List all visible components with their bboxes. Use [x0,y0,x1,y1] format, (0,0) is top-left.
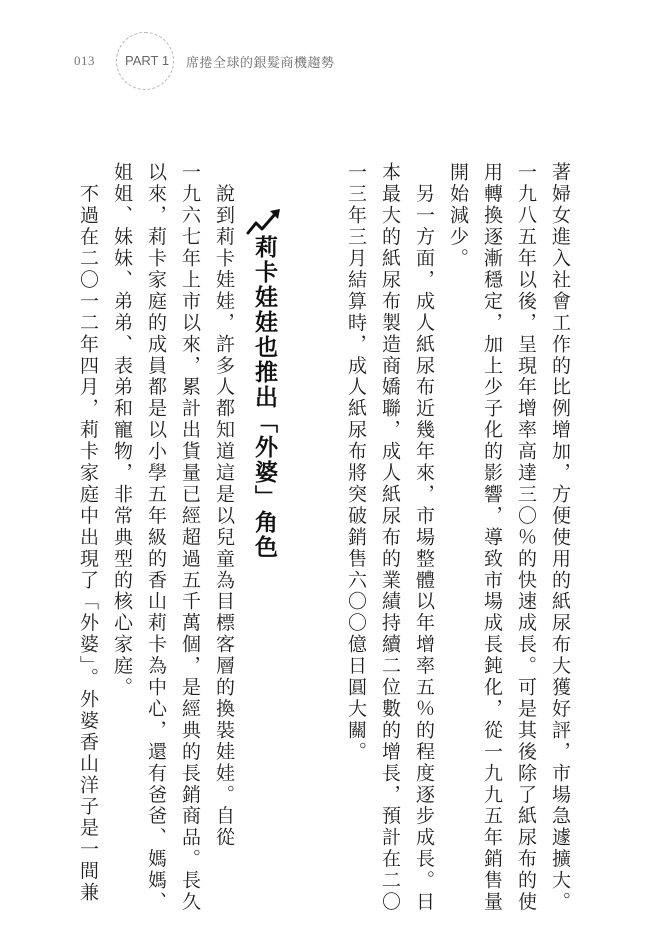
text-column: 姐姐、妹妹、弟弟、表弟和寵物，非常典型的核心家庭。 [111,162,133,699]
text-column: 一三年三月結算時，成人紙尿布將突破銷售六〇〇億日圓大關。 [345,162,367,763]
text-column: 著婦女進入社會工作的比例增加，方便使用的紙尿布大獲好評，市場急遽擴大。 [549,162,571,913]
text-column: 不過在二〇一二年四月，莉卡家庭中出現了「外婆」。外婆香山洋子是一間兼 [77,162,99,904]
part-label: PART 1 [125,53,170,68]
section-heading: 莉卡娃娃也推出「外婆」角色 [251,235,277,560]
trend-arrow-icon [244,205,284,239]
text-column: 用轉換逐漸穩定，加上少子化的影響，導致市場成長鈍化，從一九九五年銷售量 [481,162,503,913]
text-column: 說到莉卡娃娃，許多人都知道這是以兒童為目標客層的換裝娃娃。自從 [213,162,235,849]
text-column: 開始減少。 [447,162,469,270]
text-column: 另一方面，成人紙尿布近幾年來，市場整體以年增率五％的程度逐步成長。日 [413,162,435,913]
text-column: 一九八五年以後，呈現年增率高達三〇％的快速成長。可是其後除了紙尿布的使 [515,162,537,913]
text-column: 本最大的紙尿布製造商嬌聯，成人紙尿布的業績持續二位數的增長，預計在二〇 [379,162,401,913]
page-number: 013 [74,53,95,68]
running-head: 席捲全球的銀髮商機趨勢 [186,56,335,71]
text-column: 一九六七年上市以來，累計出貨量已經超過五千萬個，是經典的長銷商品。長久 [179,162,201,913]
text-column: 以來，莉卡家庭的成員都是以小學五年級的香山莉卡為中心，還有爸爸、媽媽、 [145,162,167,913]
